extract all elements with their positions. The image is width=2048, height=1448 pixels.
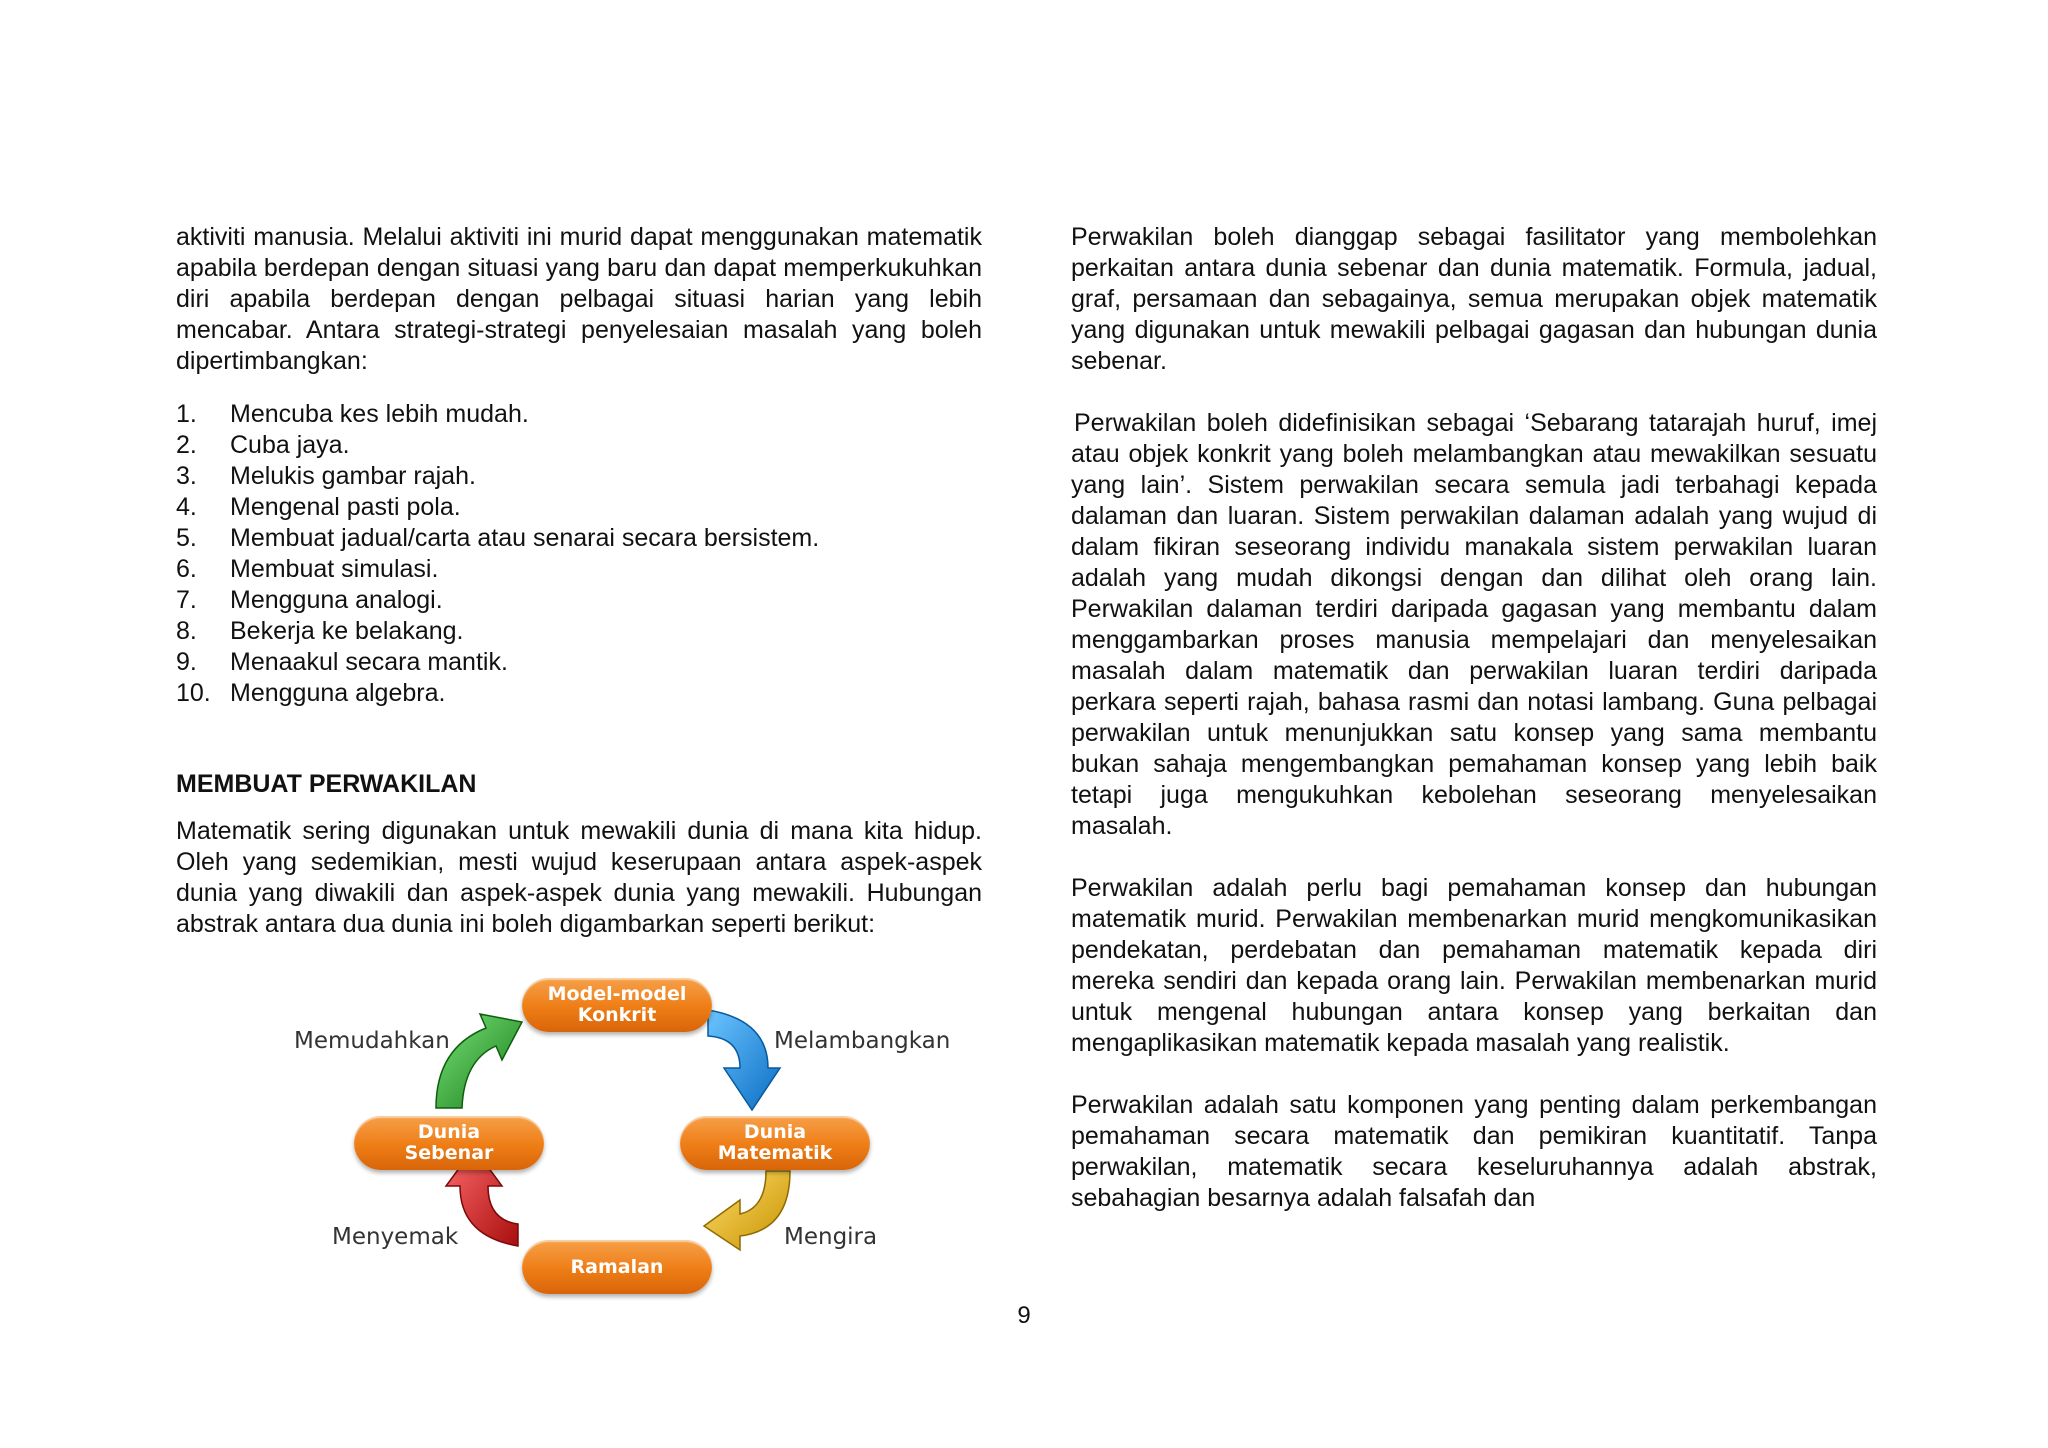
cycle-diagram: [290, 968, 960, 1300]
node-label: Ramalan: [570, 1255, 664, 1278]
page-number: 9: [1017, 1302, 1031, 1329]
list-item: [176, 647, 982, 678]
list-item-text: Membuat jadual/carta atau senarai secara bersistem.: [230, 524, 820, 552]
list-item-number: 6.: [176, 555, 197, 583]
list-item-number: 10.: [176, 679, 211, 707]
list-item-text: Melukis gambar rajah.: [230, 462, 476, 490]
list-item-number: 9.: [176, 648, 197, 676]
list-item: [176, 678, 982, 709]
left-column: [176, 222, 982, 940]
list-item-number: 4.: [176, 493, 197, 521]
node-dunia-sebenar: [354, 1116, 544, 1170]
list-item-number: 1.: [176, 400, 197, 428]
right-column: [1071, 222, 1877, 1214]
list-item-text: Cuba jaya.: [230, 431, 350, 459]
arrow-mengira-icon: [704, 1171, 790, 1250]
node-model-konkrit: [522, 978, 712, 1032]
list-item: [176, 616, 982, 647]
representation-paragraph: Matematik sering digunakan untuk mewakili dunia di mana kita hidup. Oleh yang sedemikian, mesti wujud keserupaan antara aspek-aspek dunia yang diwakili dan aspek-aspek dunia yang mewakili. Hubungan abstrak antara dua dunia ini boleh digambarkan seperti berikut:: [176, 817, 982, 938]
paragraph: Perwakilan adalah satu komponen yang penting dalam perkembangan pemahaman secara matematik dan pemikiran kuantitatif. Tanpa perwakilan, matematik secara keseluruhannya adalah abstrak, sebahagian besarnya adalah falsafah dan: [1071, 1091, 1877, 1212]
node-label: Dunia Sebenar: [404, 1121, 494, 1164]
list-item-number: 3.: [176, 462, 197, 490]
arrow-melambangkan-icon: [708, 1010, 780, 1110]
label-menyemak: Menyemak: [332, 1224, 459, 1250]
list-item: [176, 492, 982, 523]
list-item-number: 8.: [176, 617, 197, 645]
intro-paragraph: aktiviti manusia. Melalui aktiviti ini murid dapat menggunakan matematik apabila berdepan dengan situasi yang baru dan dapat memperkukuhkan diri apabila berdepan dengan pelbagai situasi harian yang lebih mencabar. Antara strategi-strategi penyelesaian masalah yang boleh dipertimbangkan:: [176, 223, 982, 375]
strategy-list: [176, 399, 982, 709]
list-item: [176, 523, 982, 554]
node-ramalan: [522, 1240, 712, 1294]
list-item: [176, 399, 982, 430]
label-memudahkan: Memudahkan: [294, 1028, 450, 1054]
list-item-text: Bekerja ke belakang.: [230, 617, 464, 645]
list-item-text: Mengenal pasti pola.: [230, 493, 461, 521]
node-label: Dunia Matematik: [717, 1121, 833, 1164]
list-item-text: Mengguna analogi.: [230, 586, 443, 614]
list-item-text: Mencuba kes lebih mudah.: [230, 400, 529, 428]
list-item-number: 5.: [176, 524, 197, 552]
list-item-number: 2.: [176, 431, 197, 459]
list-item: [176, 430, 982, 461]
paragraph: Perwakilan boleh didefinisikan sebagai ‘Sebarang tatarajah huruf, imej atau objek konkrit yang boleh melambangkan atau mewakilkan sesuatu yang lain’. Sistem perwakilan secara semula jadi terbahagi kepada dalaman dan luaran. Sistem perwakilan dalaman adalah yang wujud di dalam fikiran seseorang individu manakala sistem perwakilan luaran adalah yang mudah dikongsi dengan dan dilihat oleh orang lain. Perwakilan dalaman terdiri daripada gagasan yang membantu dalam menggambarkan proses manusia mempelajari dan menyelesaikan masalah dalam matematik dan perwakilan luaran terdiri daripada perkara seperti rajah, bahasa rasmi dan notasi lambang. Guna pelbagai perwakilan untuk menunjukkan satu konsep yang sama membantu bukan sahaja mengembangkan pemahaman konsep yang lebih baik tetapi juga mengukuhkan kebolehan seseorang menyelesaikan masalah.: [1071, 409, 1877, 840]
label-mengira: Mengira: [784, 1224, 878, 1250]
list-item: [176, 554, 982, 585]
list-item-text: Mengguna algebra.: [230, 679, 446, 707]
list-item: [176, 585, 982, 616]
paragraph: Perwakilan boleh dianggap sebagai fasilitator yang membolehkan perkaitan antara dunia sebenar dan dunia matematik. Formula, jadual, graf, persamaan dan sebagainya, semua merupakan objek matematik yang digunakan untuk mewakili pelbagai gagasan dan hubungan dunia sebenar.: [1071, 223, 1877, 375]
list-item-number: 7.: [176, 586, 197, 614]
label-melambangkan: Melambangkan: [774, 1028, 951, 1054]
node-dunia-matematik: [680, 1116, 870, 1170]
node-label: Model-model Konkrit: [547, 983, 687, 1026]
paragraph: Perwakilan adalah perlu bagi pemahaman konsep dan hubungan matematik murid. Perwakilan membenarkan murid mengkomunikasikan pendekatan, perdebatan dan pemahaman matematik kepada diri mereka sendiri dan kepada orang lain. Perwakilan membenarkan murid untuk mengenal hubungan antara konsep yang berkaitan dan mengaplikasikan matematik kepada masalah yang realistik.: [1071, 874, 1877, 1057]
list-item: [176, 461, 982, 492]
list-item-text: Menaakul secara mantik.: [230, 648, 508, 676]
list-item-text: Membuat simulasi.: [230, 555, 439, 583]
section-heading: MEMBUAT PERWAKILAN: [176, 770, 477, 798]
